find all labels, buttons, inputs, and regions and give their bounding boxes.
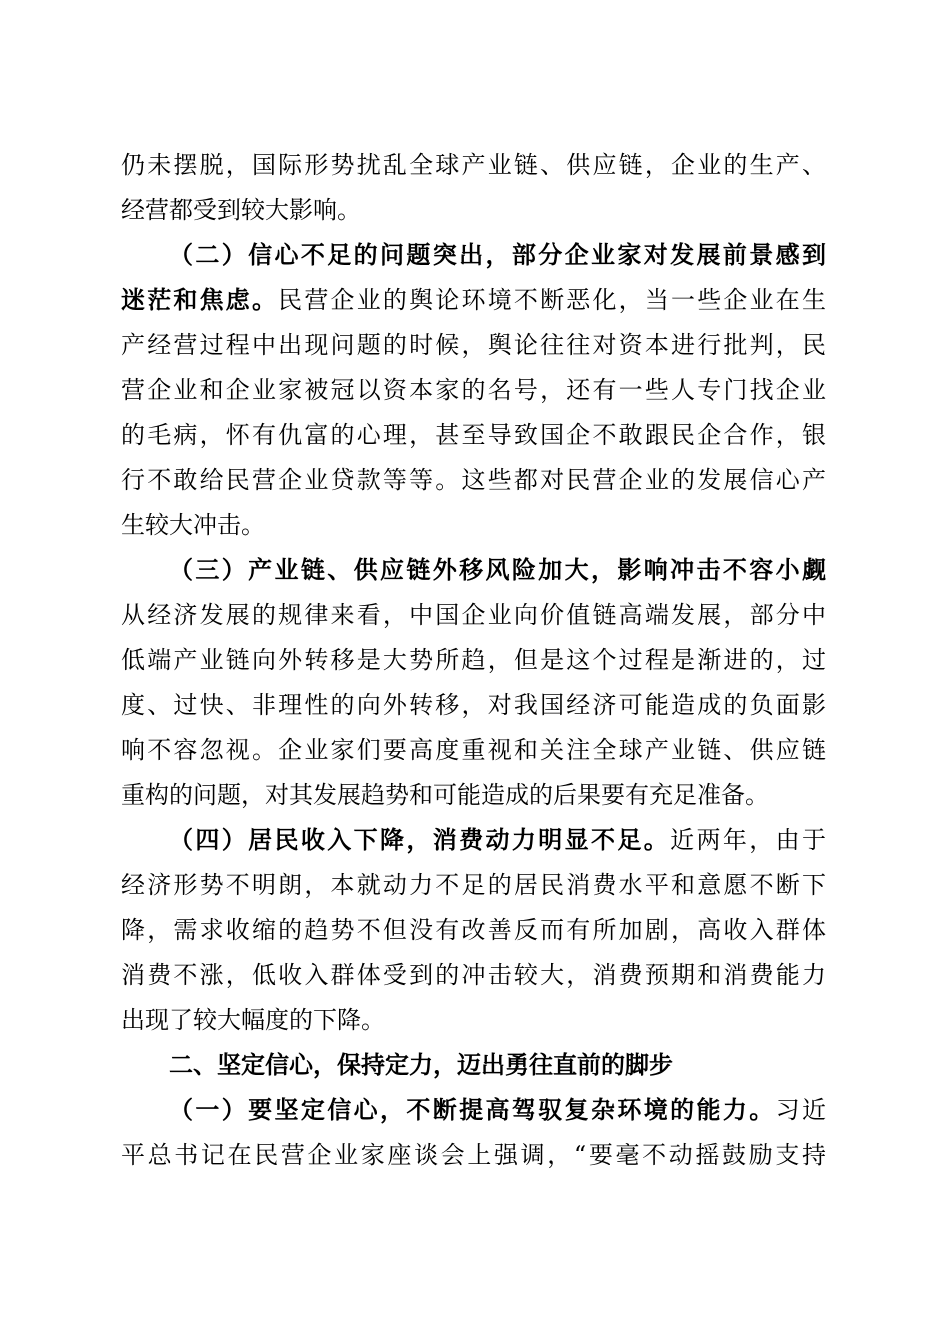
text-line: 营企业和企业家被冠以资本家的名号，还有一些人专门找企业 — [121, 376, 826, 404]
text-line: 迷茫和焦虑。民营企业的舆论环境不断恶化，当一些企业在生 — [121, 286, 826, 314]
text-line: 平总书记在民营企业家座谈会上强调，“要毫不动摇鼓励支持 — [121, 1141, 826, 1169]
text-line: 从经济发展的规律来看，中国企业向价值链高端发展，部分中 — [121, 601, 826, 629]
subheading-line: （二）信心不足的问题突出，部分企业家对发展前景感到 — [169, 241, 826, 269]
text-line: 经营都受到较大影响。 — [121, 196, 361, 224]
subheading-line: （四）居民收入下降，消费动力明显不足。近两年，由于 — [169, 826, 826, 854]
subheading-line: （三）产业链、供应链外移风险加大，影响冲击不容小觑 — [169, 556, 826, 584]
text-line: 消费不涨，低收入群体受到的冲击较大，消费预期和消费能力 — [121, 961, 826, 989]
text-line: 响不容忽视。企业家们要高度重视和关注全球产业链、供应链 — [121, 736, 826, 764]
text-line: 生较大冲击。 — [121, 511, 265, 539]
text-line: 产经营过程中出现问题的时候，舆论往往对资本进行批判，民 — [121, 331, 826, 359]
text-line: 仍未摆脱，国际形势扰乱全球产业链、供应链，企业的生产、 — [121, 151, 826, 179]
subheading-line: （一）要坚定信心，不断提高驾驭复杂环境的能力。习近 — [169, 1096, 826, 1124]
text-line: 降，需求收缩的趋势不但没有改善反而有所加剧，高收入群体 — [121, 916, 826, 944]
text-line: 出现了较大幅度的下降。 — [121, 1006, 385, 1034]
text-line: 行不敢给民营企业贷款等等。这些都对民营企业的发展信心产 — [121, 466, 826, 494]
text-line: 重构的问题，对其发展趋势和可能造成的后果要有充足准备。 — [121, 781, 769, 809]
text-line: 低端产业链向外转移是大势所趋，但是这个过程是渐进的，过 — [121, 646, 826, 674]
text-line: 的毛病，怀有仇富的心理，甚至导致国企不敢跟民企合作，银 — [121, 421, 826, 449]
section-heading: 二、坚定信心，保持定力，迈出勇往直前的脚步 — [169, 1051, 673, 1079]
text-line: 经济形势不明朗，本就动力不足的居民消费水平和意愿不断下 — [121, 871, 826, 899]
text-line: 度、过快、非理性的向外转移，对我国经济可能造成的负面影 — [121, 691, 826, 719]
